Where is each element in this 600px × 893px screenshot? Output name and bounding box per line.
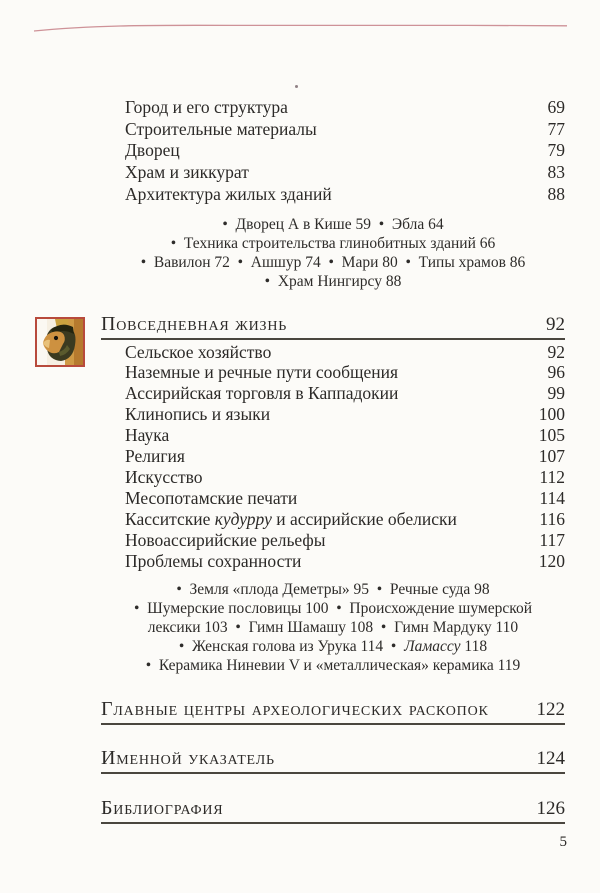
- subentry-text: • Женская голова из Урука 114 •: [178, 637, 405, 655]
- subentry-italic-text: Ламассу: [404, 637, 461, 655]
- toc-subentry-line: [101, 657, 565, 676]
- toc-subentry-line: [101, 272, 565, 291]
- toc-item-page: 116: [539, 508, 565, 529]
- toc-subentry-line: [101, 253, 565, 272]
- toc-item: [101, 383, 565, 404]
- toc-item-label: Храм и зиккурат: [125, 162, 249, 183]
- toc-item-label: [101, 530, 326, 551]
- back-section-page: 122: [536, 699, 565, 721]
- toc-item-label: [101, 446, 185, 467]
- toc-item: [101, 342, 565, 363]
- toc-item-label: [101, 342, 271, 363]
- toc-item: [101, 119, 565, 141]
- item-text: Клинопись и языки: [125, 404, 271, 425]
- ram-head-artifact-icon: [37, 319, 83, 365]
- toc-item: [101, 362, 565, 383]
- back-section-page: 126: [536, 798, 565, 820]
- toc-item-label: [101, 404, 270, 425]
- item-text: Месопотамские печати: [125, 487, 298, 508]
- toc-item-page: 114: [539, 487, 565, 508]
- toc-item-page: 92: [547, 341, 565, 362]
- toc-item: [101, 530, 565, 551]
- toc-subentry-line: [101, 581, 565, 600]
- subentry-text: • Храм Нингирсу 88: [264, 272, 402, 290]
- toc-subentries: [101, 215, 565, 291]
- back-section-title: Библиография: [101, 797, 224, 820]
- back-section-title: Именной указатель: [101, 747, 275, 770]
- item-text: и ассирийские обелиски: [271, 508, 457, 529]
- toc-item-page: 83: [547, 162, 565, 183]
- item-text: Сельское хозяйство: [125, 341, 272, 362]
- chapter-title-row: [101, 313, 565, 340]
- subentry-text: лексики 103 • Гимн Шамашу 108 • Гимн Мардуку 110: [147, 619, 519, 637]
- toc-item: [101, 162, 565, 184]
- toc-item-page: 120: [538, 550, 565, 571]
- toc-item-label: [101, 551, 301, 572]
- subentry-text: • Земля «плода Деметры» 95 • Речные суда 98: [176, 581, 490, 599]
- back-section-row: [101, 747, 565, 774]
- toc-item-label: [101, 425, 169, 446]
- item-text: Наука: [125, 425, 170, 446]
- item-text: Ассирийская торговля в Каппадокии: [125, 383, 399, 404]
- toc-subentry-line: [101, 234, 565, 253]
- back-section-row: [101, 797, 565, 824]
- toc-content: [101, 0, 565, 824]
- back-section-title: Главные центры археологических раскопок: [101, 698, 489, 721]
- toc-item: [101, 467, 565, 488]
- back-section-page: 124: [536, 748, 565, 770]
- toc-item-label: Дворец: [125, 140, 180, 161]
- toc-item-page: 96: [547, 362, 565, 383]
- toc-daily-block: [101, 342, 565, 676]
- toc-item-page: 79: [547, 140, 565, 161]
- toc-item-label: Архитектура жилых зданий: [125, 183, 332, 204]
- toc-item-label: [101, 383, 398, 404]
- item-text: Искусство: [125, 466, 203, 487]
- item-text: Религия: [125, 446, 185, 467]
- toc-subentry-line: [101, 619, 565, 638]
- toc-item-label: [101, 509, 457, 530]
- toc-item-label: [101, 467, 203, 488]
- toc-item: [101, 140, 565, 162]
- toc-item: [101, 184, 565, 206]
- subentry-text: 118: [460, 637, 488, 655]
- item-italic-text: кудурру: [214, 508, 272, 529]
- toc-item: [101, 404, 565, 425]
- chapter-thumbnail: [35, 317, 85, 367]
- subentry-text: • Керамика Ниневии V и «металлическая» керамика 119: [145, 656, 521, 674]
- toc-front-block: [101, 97, 565, 291]
- toc-item: [101, 551, 565, 572]
- page-number: 5: [559, 834, 567, 850]
- item-text: Касситские: [125, 508, 215, 529]
- toc-item-page: 88: [547, 183, 565, 204]
- chapter-title: Повседневная жизнь: [101, 312, 288, 335]
- subentry-text: • Техника строительства глинобитных зданий 66: [170, 234, 496, 252]
- subentry-text: • Дворец А в Кише 59 • Эбла 64: [222, 215, 444, 233]
- toc-item: [101, 425, 565, 446]
- toc-item-label: [101, 488, 297, 509]
- toc-subentry-line: [101, 638, 565, 657]
- item-text: Новоассирийские рельефы: [125, 529, 326, 550]
- toc-subentry-line: [101, 215, 565, 234]
- toc-item: [101, 446, 565, 467]
- toc-subentry-line: [101, 600, 565, 619]
- subentry-text: • Шумерские пословицы 100 • Происхождение шумерской: [133, 600, 533, 618]
- toc-item-label: Город и его структура: [125, 97, 288, 117]
- chapter-page: 92: [546, 313, 565, 335]
- toc-item: [101, 488, 565, 509]
- toc-item-page: 105: [538, 425, 565, 446]
- toc-item-page: 69: [547, 97, 565, 117]
- toc-item-label: Строительные материалы: [125, 118, 317, 139]
- toc-item-page: 117: [539, 529, 565, 550]
- toc-item-page: 107: [538, 446, 565, 467]
- toc-item-page: 77: [547, 118, 565, 139]
- toc-item: [101, 509, 565, 530]
- toc-item-page: 99: [547, 383, 565, 404]
- item-text: Наземные и речные пути сообщения: [125, 362, 399, 383]
- item-text: Проблемы сохранности: [125, 550, 302, 571]
- toc-item: [101, 97, 565, 119]
- toc-subentries: [101, 581, 565, 675]
- toc-item-page: 100: [538, 404, 565, 425]
- toc-item-label: [101, 362, 398, 383]
- subentry-text: • Вавилон 72 • Ашшур 74 • Мари 80 • Типы храмов 86: [140, 253, 526, 271]
- back-section-row: [101, 698, 565, 725]
- toc-item-page: 112: [539, 466, 565, 487]
